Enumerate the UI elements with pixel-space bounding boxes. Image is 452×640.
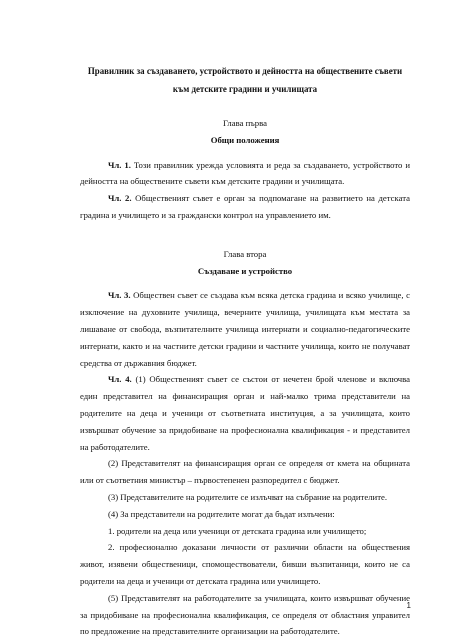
article-1 <box>80 157 410 191</box>
article-4-paragraph-2: (2) Представителят на финансиращия орган се определя от кмета на общината или от съответния министър – първостепенен разпоредител с бюджет. <box>80 458 410 486</box>
article-2 <box>80 190 410 224</box>
article-1-number: Чл. 1. <box>108 159 131 170</box>
article-2-text: Общественият съвет е орган за подпомагане на развитието на детската градина и училището и за граждански контрол на управлението им. <box>80 193 411 220</box>
article-4-item-1: 1. родители на деца или ученици от детската градина или училището; <box>108 525 367 536</box>
article-4-paragraph-1 <box>80 371 410 455</box>
article-4-paragraph-3: (3) Представителите на родителите се излъчват на събрание на родителите. <box>108 491 388 502</box>
chapter-1-label: Глава първа <box>223 118 267 128</box>
article-4-text: (1) Общественият съвет се състои от нечетен брой членове и включва един представител на финансиращия орган и най-малко трима представители на родителите на деца и ученици от съответната институция, а за училищата, които извършват обучение за придобиване на професионална квалификация - и представител на работодателите. <box>80 374 410 452</box>
chapter-1-heading: Общи положения <box>210 134 280 145</box>
page-number: 1 <box>406 601 411 610</box>
article-4-paragraph-5: (5) Представителят на работодателите за училищата, които извършват обучение за придобиване на професионална квалификация, се определя от областния управител по предложение на представителните организации на работодателите. <box>80 592 410 637</box>
article-4-number: Чл. 4. <box>108 374 132 385</box>
article-3-text: Обществен съвет се създава към всяка детска градина и всяко училище, с изключение на духовните училища, вечерните училища, училищата към местата за лишаване от свобода, възпитателните училища интернати и социално-педагогическите интернати, както и на частните детски градини и частните училища, които не получават средства от държавния бюджет. <box>80 290 411 368</box>
chapter-2-label: Глава втора <box>223 248 267 259</box>
document-title: Правилник за създаването, устройството и дейността на обществените съвети към детските градини и училищата <box>87 66 403 94</box>
chapter-2-heading: Създаване и устройство <box>197 265 293 276</box>
article-1-text: Този правилник урежда условията и реда за създаването, устройството и дейността на обществените съвети към детските градини и училищата. <box>80 159 410 187</box>
article-4-item-2: 2. професионално доказани личности от различни области на обществения живот, изявени общественици, спомоществователи, бивши възпитаници, които не са родители на деца и ученици от детската градина или училището. <box>80 542 410 586</box>
document-body <box>80 62 410 640</box>
article-4-paragraph-4: (4) За представители на родителите могат да бъдат излъчени: <box>108 508 335 519</box>
article-2-number: Чл. 2. <box>108 193 132 204</box>
article-3-number: Чл. 3. <box>108 290 131 301</box>
article-3 <box>80 287 410 371</box>
